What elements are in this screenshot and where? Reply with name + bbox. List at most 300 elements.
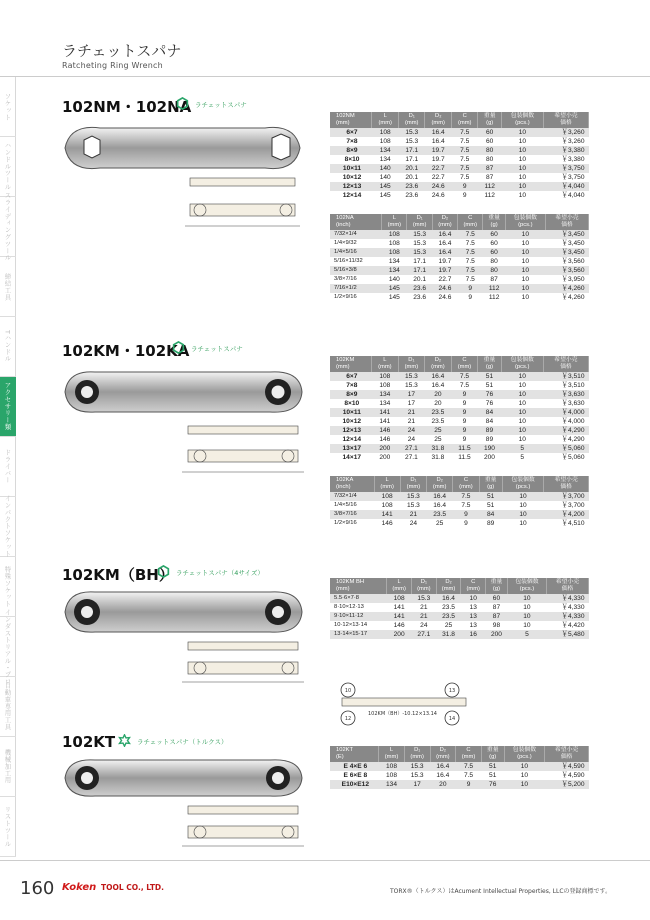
- spec-cell: 10: [518, 436, 526, 443]
- sidebar-tab[interactable]: [0, 317, 16, 377]
- size-cell: 10×12: [342, 174, 362, 181]
- section-tag-102kt: ラチェットスパナ（トルクス）: [137, 738, 228, 746]
- spec-cell: 7.5: [465, 258, 475, 265]
- spec-cell: 7.5: [465, 240, 475, 247]
- spec-cell: 200: [387, 630, 412, 639]
- size-cell: 8×10: [344, 400, 360, 407]
- spec-cell: 145: [382, 284, 407, 293]
- spec-cell: 24.6: [431, 192, 445, 199]
- spec-cell: 17.1: [407, 266, 432, 275]
- table-row: [330, 510, 589, 519]
- spec-cell: 10: [501, 408, 543, 417]
- size-cell: 10×12: [342, 418, 362, 425]
- table-row: [330, 630, 589, 639]
- spec-cell: 60: [483, 230, 505, 239]
- price-cell: ￥4,330: [561, 604, 585, 611]
- sidebar-tab[interactable]: [0, 797, 16, 857]
- spec-cell: 5: [501, 444, 543, 453]
- spec-cell: 87: [490, 276, 498, 283]
- section-tag-102km: ラチェットスパナ: [191, 345, 243, 353]
- spec-cell: 7.5: [451, 164, 478, 173]
- spec-cell: 10: [523, 604, 531, 611]
- spec-cell: 5: [520, 454, 525, 461]
- spec-cell: 10: [505, 284, 545, 293]
- size-cell: 3/8×7/16: [330, 510, 374, 519]
- section-tag-102nm: ラチェットスパナ: [195, 101, 247, 109]
- spec-cell: 7.5: [460, 174, 470, 181]
- size-cell: E 6×E 8: [343, 772, 368, 779]
- column-header: L (mm): [387, 578, 412, 594]
- spec-cell: 10: [504, 762, 545, 771]
- spec-cell: 15.3: [398, 372, 425, 381]
- column-header: 重量 (g): [478, 112, 501, 128]
- price-cell: ￥3,380: [543, 146, 588, 155]
- column-header: L (mm): [372, 112, 399, 128]
- spec-cell: 108: [381, 502, 393, 509]
- spec-cell: 16.4: [431, 138, 445, 145]
- spec-cell: 24: [398, 426, 425, 435]
- column-header: D₂ (mm): [425, 112, 452, 128]
- spec-cell: 140: [388, 276, 400, 283]
- spec-cell: 9: [451, 182, 478, 191]
- column-header: 重量 (g): [478, 356, 501, 372]
- spec-cell: 7.5: [458, 230, 483, 239]
- spec-cell: 108: [382, 248, 407, 257]
- spec-cell: 80: [486, 156, 494, 163]
- column-header: D₂ (mm): [430, 746, 456, 762]
- spec-cell: 89: [485, 436, 494, 443]
- table-row: [330, 173, 589, 182]
- spec-cell: 23.6: [405, 192, 419, 199]
- spec-cell: 7.5: [461, 502, 471, 509]
- spec-cell: 17: [404, 780, 430, 789]
- spec-cell: 7.5: [451, 372, 478, 381]
- table-row: [330, 146, 589, 155]
- price-cell: ￥3,700: [561, 502, 585, 509]
- spec-cell: 87: [492, 604, 501, 611]
- spec-cell: 10: [501, 390, 543, 399]
- spec-cell: 51: [478, 372, 501, 381]
- spec-cell: 20.1: [413, 276, 427, 283]
- torx-icon: [118, 734, 131, 747]
- spec-cell: 9: [464, 520, 468, 527]
- spec-cell: 15.3: [404, 382, 418, 389]
- spec-cell: 16.4: [436, 772, 450, 779]
- spec-cell: 10: [501, 372, 543, 381]
- table-row: [330, 408, 589, 417]
- spec-cell: 23.6: [413, 294, 427, 301]
- price-cell: ￥4,000: [543, 408, 588, 417]
- size-cell: 10·12×13·14: [334, 622, 368, 628]
- spec-cell: 10: [521, 240, 530, 247]
- spec-cell: 10: [501, 146, 543, 155]
- price-cell: ￥3,750: [543, 164, 588, 173]
- spec-cell: 146: [379, 436, 391, 443]
- column-header: C (mm): [461, 578, 486, 594]
- hex-socket-icon: [157, 565, 170, 578]
- spec-cell: 15.3: [410, 772, 424, 779]
- sidebar-tab[interactable]: [0, 77, 16, 137]
- spec-cell: 140: [372, 164, 399, 173]
- spec-cell: 89: [478, 426, 501, 435]
- table-row: [330, 594, 589, 603]
- spec-cell: 9: [456, 780, 482, 789]
- spec-cell: 80: [483, 266, 505, 275]
- column-header: 102NA (inch): [330, 214, 382, 230]
- spec-cell: 112: [488, 294, 500, 301]
- spec-cell: 200: [483, 454, 495, 461]
- column-header: C (mm): [453, 476, 479, 492]
- table-row: [330, 492, 589, 501]
- spec-cell: 17.1: [405, 156, 419, 163]
- table-row: [330, 426, 589, 435]
- sidebar-tab-label: 自動車専用工具: [3, 682, 12, 731]
- table-row: [330, 248, 589, 257]
- price-cell: ￥4,510: [561, 520, 585, 527]
- table-row: [330, 612, 589, 621]
- size-cell: 1/2×9/16: [334, 294, 357, 300]
- trademark-note: TORX®（トルクス）はAcument Intellectual Properties, LLCの登録商標です。: [390, 888, 612, 895]
- spec-cell: 145: [372, 182, 399, 191]
- spec-cell: 20: [425, 390, 452, 399]
- size-cell: 1/4×9/32: [334, 240, 357, 246]
- price-cell: ￥3,380: [561, 156, 585, 163]
- column-header: L (mm): [379, 746, 405, 762]
- size-cell: 12×13: [330, 182, 372, 191]
- table-row: [330, 603, 589, 612]
- spec-cell: 15.3: [400, 492, 426, 501]
- spec-cell: 20.1: [398, 164, 425, 173]
- spec-cell: 145: [379, 192, 391, 199]
- column-header: 包装個数 (pcs.): [502, 476, 544, 492]
- spec-cell: 7.5: [458, 266, 483, 275]
- column-header: 包装個数 (pcs.): [507, 578, 546, 594]
- spec-cell: 10: [520, 772, 529, 779]
- sidebar-tab[interactable]: [0, 192, 16, 261]
- spec-cell: 16.4: [431, 382, 445, 389]
- spec-cell: 24.6: [425, 182, 452, 191]
- sidebar-tab[interactable]: [0, 257, 16, 317]
- spec-cell: 98: [492, 622, 501, 629]
- spec-cell: 10: [518, 138, 527, 145]
- spec-cell: 20: [430, 780, 456, 789]
- sidebar-tab[interactable]: [0, 497, 16, 557]
- price-cell: ￥5,060: [561, 454, 585, 461]
- spec-cell: 140: [379, 174, 391, 181]
- table-row: [330, 257, 589, 266]
- column-header: D₂ (mm): [425, 356, 452, 372]
- spec-cell: 60: [478, 128, 501, 137]
- spec-cell: 146: [393, 622, 405, 629]
- spec-cell: 146: [381, 520, 393, 527]
- spec-cell: 108: [379, 762, 405, 771]
- spec-cell: 84: [478, 408, 501, 417]
- table-row: [330, 381, 589, 390]
- sidebar-tab[interactable]: [0, 737, 16, 797]
- size-cell: E10×E12: [330, 780, 379, 789]
- spec-cell: 9: [462, 418, 467, 425]
- spec-cell: 10: [518, 400, 526, 407]
- spec-cell: 51: [485, 382, 494, 389]
- table-row: [330, 164, 589, 173]
- size-cell: 1/4×5/16: [330, 248, 382, 257]
- spec-cell: 80: [478, 146, 501, 155]
- column-header: D₁ (mm): [404, 746, 430, 762]
- table-102km: [330, 356, 589, 462]
- price-cell: ￥3,630: [561, 400, 585, 407]
- spec-cell: 31.8: [425, 444, 452, 453]
- spec-cell: 16.4: [432, 230, 457, 239]
- price-cell: ￥3,260: [561, 138, 585, 145]
- spec-cell: 51: [481, 762, 504, 771]
- spec-cell: 10: [505, 248, 545, 257]
- spec-cell: 9: [453, 510, 479, 519]
- spec-cell: 134: [372, 146, 399, 155]
- table-102ka: [330, 476, 589, 528]
- spec-cell: 200: [372, 444, 399, 453]
- price-cell: ￥4,330: [547, 612, 589, 621]
- spec-cell: 7.5: [453, 492, 479, 501]
- spec-cell: 7.5: [459, 382, 470, 389]
- price-cell: ￥4,260: [545, 284, 588, 293]
- spec-cell: 21: [412, 612, 437, 621]
- table-row: [330, 771, 589, 780]
- spec-cell: 108: [382, 230, 407, 239]
- spec-cell: 16: [461, 630, 486, 639]
- column-header: 希望小売 価格: [544, 476, 589, 492]
- spec-cell: 76: [478, 390, 501, 399]
- spec-cell: 20.1: [405, 174, 419, 181]
- bh-label-3: 12: [344, 716, 352, 722]
- spec-cell: 19.7: [438, 258, 452, 265]
- size-cell: 6×7: [330, 372, 372, 381]
- spec-cell: 7.5: [460, 138, 470, 145]
- spec-cell: 13: [469, 622, 477, 629]
- column-header: D₁ (mm): [398, 112, 425, 128]
- spec-cell: 76: [485, 400, 494, 407]
- spec-cell: 11.5: [451, 444, 478, 453]
- table-header-row: [330, 578, 589, 594]
- size-cell: 8×9: [330, 146, 372, 155]
- size-cell: 12×13: [330, 426, 372, 435]
- spec-cell: 10: [521, 276, 530, 283]
- spec-cell: 108: [379, 382, 391, 389]
- price-cell: ￥4,260: [561, 294, 585, 301]
- size-cell: 7×8: [346, 138, 358, 145]
- column-header: 希望小売 価格: [545, 214, 588, 230]
- spec-cell: 25: [435, 520, 444, 527]
- column-header: 包装個数 (pcs.): [501, 356, 543, 372]
- table-row: [330, 399, 589, 408]
- spec-cell: 108: [386, 772, 398, 779]
- sidebar-tab[interactable]: [0, 137, 16, 197]
- sidebar-tab-label: 特殊ソケット: [3, 565, 12, 608]
- sidebar-tab-label: 機械加工用: [3, 749, 12, 784]
- spec-cell: 84: [485, 418, 494, 425]
- column-header: 希望小売 価格: [543, 356, 588, 372]
- spec-cell: 24: [407, 436, 416, 443]
- column-header: 102KT (E): [330, 746, 379, 762]
- spec-cell: 16.4: [436, 594, 461, 603]
- hex-socket-icon: [172, 341, 185, 354]
- section-title-102km: 102KM・102KA: [62, 342, 190, 360]
- price-cell: ￥3,630: [543, 390, 588, 399]
- sidebar-tab-label: インダストリアル・プロ: [3, 608, 12, 685]
- size-cell: 7/32×1/4: [330, 230, 382, 239]
- price-cell: ￥3,510: [561, 382, 585, 389]
- sidebar-tab[interactable]: [0, 677, 16, 737]
- spec-cell: 51: [479, 492, 502, 501]
- spec-cell: 15.3: [407, 248, 432, 257]
- spec-cell: 27.1: [404, 454, 418, 461]
- spec-cell: 17: [398, 390, 425, 399]
- spec-cell: 60: [483, 248, 505, 257]
- price-cell: ￥3,700: [544, 492, 589, 501]
- category-sidebar: [0, 77, 16, 857]
- spec-cell: 200: [486, 630, 508, 639]
- spec-cell: 10: [518, 382, 526, 389]
- spec-cell: 9: [462, 192, 467, 199]
- price-cell: ￥4,290: [543, 426, 588, 435]
- spec-cell: 15.3: [412, 594, 437, 603]
- spec-cell: 23.5: [431, 418, 445, 425]
- spec-cell: 145: [388, 294, 400, 301]
- spec-cell: 15.3: [406, 502, 420, 509]
- wrench-102km-photo: [60, 362, 320, 482]
- table-row: [330, 501, 589, 510]
- spec-cell: 141: [372, 408, 399, 417]
- spec-cell: 22.7: [438, 276, 452, 283]
- table-row: [330, 453, 589, 462]
- size-cell: 1/4×5/16: [334, 502, 357, 508]
- spec-cell: 9: [451, 426, 478, 435]
- spec-cell: 5: [507, 630, 546, 639]
- price-cell: ￥3,510: [543, 372, 588, 381]
- footer-divider: [0, 860, 650, 861]
- spec-cell: 11.5: [458, 454, 471, 461]
- table-row: [330, 762, 589, 771]
- spec-cell: 21: [398, 408, 425, 417]
- table-row: [330, 780, 589, 789]
- bh-caption: 102KM（BH）-10.12×13.14: [368, 711, 437, 717]
- page-subtitle: Ratcheting Ring Wrench: [62, 61, 163, 70]
- sidebar-tab-label: ドライバー: [3, 449, 12, 484]
- wrench-102km-bh-photo: [60, 584, 320, 688]
- wrench-102nm-photo: [60, 118, 320, 238]
- spec-cell: 16.4: [425, 372, 452, 381]
- column-header: L (mm): [374, 476, 400, 492]
- table-row: [330, 284, 589, 293]
- sidebar-tab[interactable]: [0, 377, 16, 437]
- price-cell: ￥4,590: [561, 772, 585, 779]
- sidebar-tab-label: 締結工具: [3, 272, 12, 301]
- table-row: [330, 239, 589, 248]
- spec-cell: 25: [425, 426, 452, 435]
- column-header: 102KM (mm): [330, 356, 372, 372]
- size-cell: 13·14×15·17: [330, 630, 387, 639]
- spec-cell: 9: [451, 390, 478, 399]
- spec-cell: 108: [372, 372, 399, 381]
- spec-cell: 10: [518, 418, 526, 425]
- spec-cell: 10: [501, 164, 543, 173]
- spec-cell: 27.1: [398, 444, 425, 453]
- table-row: [330, 390, 589, 399]
- spec-cell: 10: [501, 182, 543, 191]
- spec-cell: 112: [484, 192, 495, 199]
- column-header: 包装個数 (pcs.): [501, 112, 543, 128]
- spec-cell: 7.5: [451, 146, 478, 155]
- bh-label-2: 13: [448, 688, 456, 694]
- spec-cell: 9: [462, 436, 467, 443]
- spec-cell: 22.7: [431, 174, 445, 181]
- spec-cell: 10: [502, 510, 544, 519]
- spec-cell: 10: [518, 192, 527, 199]
- spec-cell: 134: [372, 390, 399, 399]
- size-cell: 3/8×7/16: [334, 276, 357, 282]
- sidebar-tab-label: ハンドルツール: [3, 142, 12, 191]
- size-cell: 8·10×12·13: [334, 604, 364, 610]
- price-cell: ￥4,200: [544, 510, 589, 519]
- spec-cell: 17: [407, 400, 416, 407]
- spec-cell: 31.8: [436, 630, 461, 639]
- spec-cell: 146: [372, 426, 399, 435]
- spec-cell: 7.5: [456, 762, 482, 771]
- spec-cell: 10: [521, 294, 530, 301]
- column-header: 102NM (mm): [330, 112, 372, 128]
- column-header: 重量 (g): [481, 746, 504, 762]
- table-row: [330, 137, 589, 146]
- spec-cell: 141: [379, 418, 391, 425]
- table-row: [330, 293, 589, 302]
- table-header-row: [330, 476, 589, 492]
- spec-cell: 87: [478, 164, 501, 173]
- column-header: D₂ (mm): [436, 578, 461, 594]
- column-header: C (mm): [451, 112, 478, 128]
- spec-cell: 19.7: [425, 146, 452, 155]
- spec-cell: 141: [393, 604, 405, 611]
- spec-cell: 89: [486, 520, 495, 527]
- spec-cell: 51: [486, 502, 495, 509]
- spec-cell: 9: [462, 400, 467, 407]
- table-102nm: [330, 112, 589, 200]
- spec-cell: 19.7: [432, 266, 457, 275]
- company-name: TOOL CO., LTD.: [101, 883, 165, 892]
- price-cell: ￥4,290: [561, 436, 585, 443]
- spec-cell: 21: [420, 604, 428, 611]
- column-header: 102KA (inch): [330, 476, 374, 492]
- spec-cell: 23.5: [442, 604, 455, 611]
- spec-cell: 200: [379, 454, 391, 461]
- spec-cell: 24: [420, 622, 428, 629]
- sidebar-tab-label: ソケット: [3, 92, 12, 121]
- column-header: L (mm): [382, 214, 407, 230]
- sidebar-tab[interactable]: [0, 608, 16, 685]
- sidebar-tab[interactable]: [0, 437, 16, 497]
- size-cell: 1/2×9/16: [334, 520, 357, 526]
- price-cell: ￥5,200: [545, 780, 589, 789]
- size-cell: 8×10: [344, 156, 360, 163]
- spec-cell: 87: [486, 174, 494, 181]
- spec-cell: 7.5: [458, 248, 483, 257]
- spec-cell: 10: [507, 594, 546, 603]
- column-header: D₂ (mm): [427, 476, 453, 492]
- column-header: D₁ (mm): [398, 356, 425, 372]
- spec-cell: 16.4: [433, 502, 447, 509]
- table-row: [330, 519, 589, 528]
- spec-cell: 9: [451, 408, 478, 417]
- size-cell: 14×17: [342, 454, 362, 461]
- spec-cell: 23.5: [436, 612, 461, 621]
